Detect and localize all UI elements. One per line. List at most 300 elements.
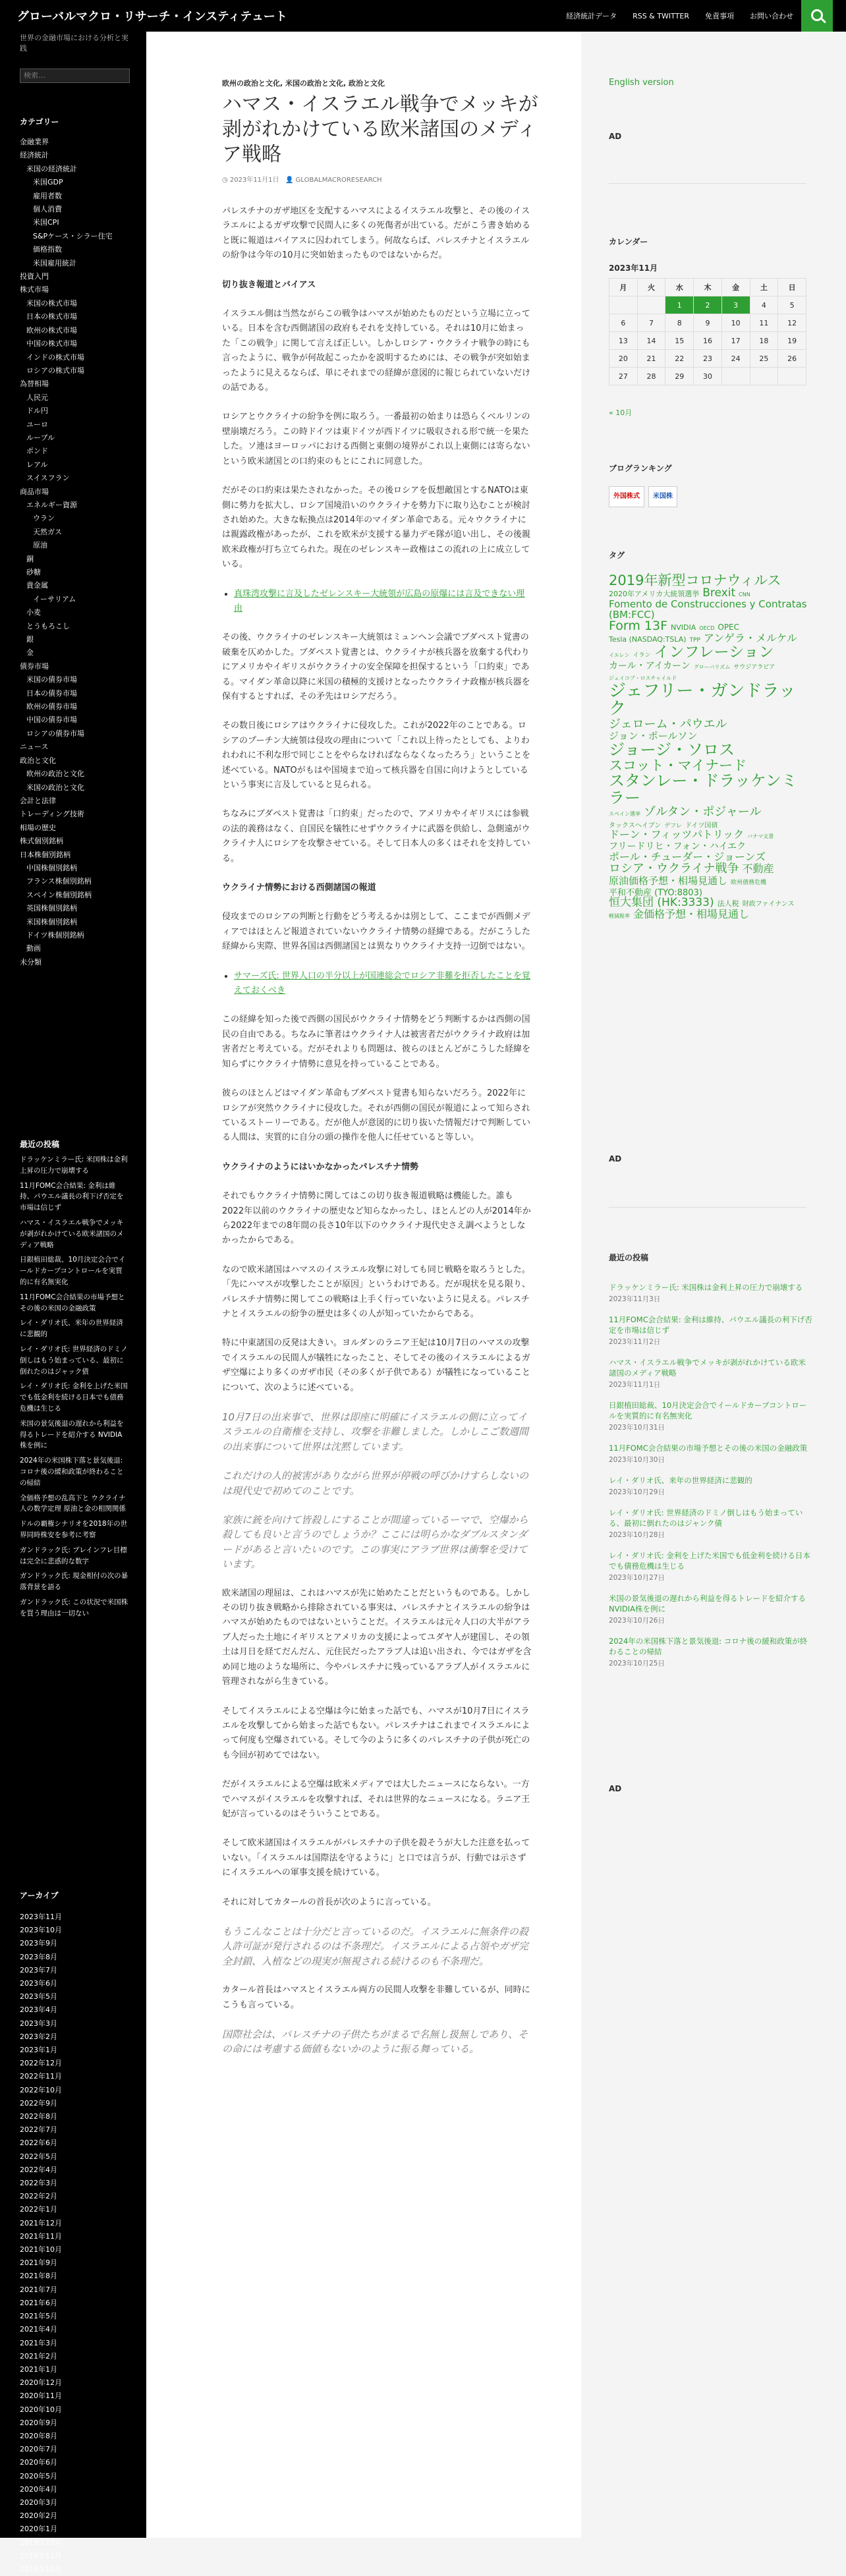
archive-month-link[interactable]: 2022年3月 <box>20 2179 57 2188</box>
archive-month-link[interactable]: 2022年2月 <box>20 2192 57 2201</box>
archive-month-link[interactable]: 2020年4月 <box>20 2484 57 2494</box>
nav-economic-data[interactable]: 経済統計データ <box>566 12 617 20</box>
sidebar-category-item[interactable]: 株式市場 <box>20 285 49 294</box>
sidebar-recent-post-link[interactable]: ガンドラック氏: この状況で米国株を買う理由は一切ない <box>20 1598 128 1617</box>
right-sidebar <box>581 32 846 2538</box>
post-paragraph: そしてイスラエルによる空爆は今に始まった話でも、ハマスが10月7日にイスラエルを攻撃してから始まった話でもない。パレスチナはこれまでイスラエルによって何度も空爆されている。そして今のように多くのパレスチナの子供が死亡のも今回が初めてではない。 <box>222 1706 530 1760</box>
sidebar-category-item[interactable]: 動画 <box>26 944 41 953</box>
sidebar-category-item[interactable]: 価格指数 <box>33 245 62 254</box>
sidebar-category-item[interactable]: 金融業界 <box>20 138 49 146</box>
archive-month-link[interactable]: 2022年8月 <box>20 2112 57 2121</box>
sidebar-category-item[interactable]: 米国の株式市場 <box>26 298 77 308</box>
calendar-empty-cell <box>750 368 778 385</box>
ad-label: AD <box>609 1154 622 1163</box>
post-paragraph: イスラエル側は当然ながらこの戦争はハマスが始めたものだという立場に立っている。日本を含む西側諸国の政府もそれを支持している。それは10月に始まった「この戦争」に関して言えば正しい。しかしロシア・ウクライナ戦争の時にも言ったように、戦争が何故起こったかを説明するためには、その戦争が突如始まったように見えるならば、単にそれまでの経緯が意図的に報じられていないだけの話である。 <box>222 309 531 393</box>
post-body <box>222 204 532 2071</box>
tag-link[interactable]: アンゲラ・メルケル <box>703 632 797 645</box>
sidebar-category-item[interactable]: 欧州の株式市場 <box>26 325 77 335</box>
sidebar-category-item[interactable]: 砂糖 <box>26 568 41 576</box>
top-nav <box>550 0 793 32</box>
top-bar <box>0 0 846 32</box>
search-toggle-button[interactable] <box>801 0 833 32</box>
sidebar-recent-post-link[interactable]: ガンドラック氏: 現金相付の次の暴落背景を語る <box>20 1572 128 1592</box>
sidebar-category-item[interactable]: 日本の債券市場 <box>26 688 77 698</box>
calendar-day: 8 <box>665 314 694 332</box>
tag-link[interactable]: タックスヘイブン <box>609 822 662 829</box>
archive-month-link[interactable]: 2021年3月 <box>20 2338 57 2347</box>
tag-link[interactable]: イエレン <box>609 652 630 659</box>
related-post-link-text[interactable]: 真珠湾攻撃に言及したゼレンスキー大統領が広島の原爆には言及できない理由 <box>234 588 525 613</box>
post-categories[interactable]: 欧州の政治と文化, 米国の政治と文化, 政治と文化 <box>222 79 385 88</box>
recent-post-link[interactable]: 11月FOMC会合結果: 金利は維持、パウエル議長の利下げ否定を市場は信じず <box>609 1315 812 1335</box>
recent-post-link[interactable]: レイ・ダリオ氏: 世界経済のドミノ倒しはもう始まっている、最初に倒れたのはジャンク債 <box>609 1508 803 1528</box>
sidebar-category-item[interactable]: ロシアの株式市場 <box>26 366 84 375</box>
clock-icon: ◷ <box>222 177 230 184</box>
archive-month-link[interactable]: 2020年8月 <box>20 2431 57 2440</box>
calendar-weekday: 土 <box>750 279 778 296</box>
recent-post-item <box>609 1475 813 1497</box>
archive-heading: アーカイブ <box>20 1891 59 1900</box>
archive-month-link[interactable]: 2023年1月 <box>20 2046 57 2055</box>
tag-link[interactable]: 恒大集団 (HK:3333) <box>609 896 714 910</box>
recent-post-item <box>609 1507 813 1540</box>
archive-month-link[interactable]: 2023年7月 <box>20 1965 57 1974</box>
archive-month-link[interactable]: 2022年1月 <box>20 2205 57 2214</box>
sidebar-category-item[interactable]: とうもろこし <box>26 621 70 630</box>
archive-month-link[interactable]: 2022年7月 <box>20 2125 57 2135</box>
sidebar-recent-post-link[interactable]: 日銀植田総裁、10月決定会合でイールドカーブコントロールを実質的に有名無実化 <box>20 1256 126 1286</box>
calendar-day[interactable]: 1 <box>665 296 694 314</box>
post-section-heading: ウクライナ情勢における西側諸国の報道 <box>222 883 376 893</box>
post-paragraph: パレスチナのガザ地区を支配するハマスによるイスラエル攻撃と、その後のイスラエルによるガザ攻撃で民間人に多くの死傷者が出ている。だがこう書き始めると既に報道はバイアスに囚われてしまう。何故ならば、パレスチナとイスラエルの紛争は今年の10月に突如始まったものではないからだ。 <box>222 206 531 261</box>
sidebar-category-item[interactable]: 日本株個別銘柄 <box>20 850 70 859</box>
sidebar-recent-post-link[interactable]: ハマス・イスラエル戦争でメッキが剥がれかけている欧米諸国のメディア戦略 <box>20 1218 124 1249</box>
sidebar-category-item[interactable]: 相場の歴史 <box>20 823 56 832</box>
tag-link[interactable]: スペイン選挙 <box>609 810 640 817</box>
sidebar-category-item[interactable]: 銅 <box>26 554 34 563</box>
recent-post-link[interactable]: レイ・ダリオ氏、来年の世界経済に悲観的 <box>609 1476 752 1485</box>
archive-month-link[interactable]: 2021年6月 <box>20 2298 57 2307</box>
recent-post-item <box>609 1400 813 1432</box>
sidebar-category-item[interactable]: 貴金属 <box>26 581 48 590</box>
recent-post-date: 2023年10月29日 <box>609 1488 665 1496</box>
sidebar-category-item[interactable]: 会計と法律 <box>20 796 56 805</box>
archive-month-link[interactable]: 2020年12月 <box>20 2378 62 2388</box>
english-version-link[interactable]: English version <box>609 78 674 88</box>
archive-month-link[interactable]: 2020年10月 <box>20 2405 62 2414</box>
calendar-day[interactable]: 2 <box>694 296 722 314</box>
sidebar-category-item[interactable]: 中国の債券市場 <box>26 715 77 725</box>
calendar-empty-cell <box>637 296 665 314</box>
sidebar-category-item[interactable]: 米国株個別銘柄 <box>26 917 77 926</box>
recent-post-date: 2023年10月27日 <box>609 1574 665 1582</box>
tag-link[interactable]: OPEC <box>718 623 740 632</box>
sidebar-category-item[interactable]: ユーロ <box>26 420 48 429</box>
post-paragraph: だがイスラエルによる空爆は欧米メディアでは大したニュースにならない。一方でハマスがイスラエルを攻撃すれば、それは世界的なニュースになる。ラニア王妃が言っているのはそういうことである。 <box>222 1779 530 1819</box>
tag-link[interactable]: 財政ファイナンス <box>742 901 795 909</box>
tag-link[interactable]: デフレ <box>664 822 682 829</box>
archive-month-link[interactable]: 2021年11月 <box>20 2231 62 2241</box>
tag-link[interactable]: 原油価格予想・相場見通し <box>609 874 728 887</box>
calendar-empty-cell <box>609 296 638 314</box>
tag-link[interactable]: インフレーション <box>654 644 774 661</box>
sidebar-recent-post-link[interactable]: ガンドラック氏: プレインフレ目標は完全に悲惑的な数字 <box>20 1546 127 1565</box>
sidebar-category-item[interactable]: レアル <box>26 460 48 469</box>
archive-month-link[interactable]: 2023年5月 <box>20 1992 57 2002</box>
tag-link[interactable]: ドーン・フィッツパトリック <box>609 828 745 841</box>
sidebar-category-item[interactable]: 銀 <box>26 635 34 644</box>
recent-post-item <box>609 1443 813 1465</box>
post-paragraph: ロシアとウクライナの紛争を例に取ろう。一番最初の始まりは恐らくベルリンの壁崩壊だろう。この時ドイツは東ドイツが西ドイツに吸収される形で統一を果たした。ソ連はヨーロッパにおける西側と東側の境界がこれ以上東側には寄らないという欧米諸国との口約束のもとにこれに同意した。 <box>222 412 530 466</box>
calendar-heading: カレンダー <box>609 237 648 246</box>
archive-month-link[interactable]: 2022年11月 <box>20 2072 62 2081</box>
sidebar-category-item[interactable]: イーサリアム <box>33 594 76 603</box>
sidebar-recent-post-link[interactable]: 2024年の米国株下落と景気後退: コロナ後の緩和政策が終わることの帰結 <box>20 1457 124 1487</box>
sidebar-category-item[interactable]: 米国の債券市場 <box>26 675 77 685</box>
sidebar-category-item[interactable]: 原油 <box>33 541 47 550</box>
categories-heading: カテゴリー <box>20 117 59 126</box>
post-paragraph: 彼らのほとんどはマイダン革命もブダペスト覚書も知らないだろう。2022年にロシアが突然ウクライナに侵攻した。それが西側の国民が報道によって知らされているストーリーである。だが他人が意図的に切り抜いた情報だけで判断している人間は、実質的に自分の頭の操作を他人に任せていると等しい。 <box>222 1088 531 1143</box>
calendar-day: 10 <box>721 314 750 332</box>
archive-month-link[interactable]: 2020年1月 <box>20 2525 57 2534</box>
post-paragraph: その数日後にロシアはウクライナに侵攻した。これが2022年のことである。ロシアのプーチン大統領は侵攻の理由について「これ以上待ったとしても、よりわれわれに不利な形で同じことをやらなければならなくなったろう」ということを述べている。NATOがもはや国境まで迫って核兵器を自国に向けようとしているという事実に言及していると見られる。 <box>222 721 531 790</box>
archive-month-link[interactable]: 2019年12月 <box>20 2538 62 2547</box>
sidebar-category-item[interactable]: 人民元 <box>26 393 48 402</box>
calendar-weekday: 木 <box>694 279 722 296</box>
sidebar-category-item[interactable]: 政治と文化 <box>20 756 56 765</box>
archive-month-link[interactable]: 2023年10月 <box>20 1926 62 1935</box>
archive-month-link[interactable]: 2020年2月 <box>20 2511 57 2521</box>
sidebar-category-item[interactable]: 商品市場 <box>20 487 49 496</box>
site-tagline: 世界の金融市場における分析と実践 <box>20 34 128 53</box>
sidebar-category-item[interactable]: ニュース <box>20 742 49 752</box>
tag-link[interactable]: Tesla (NASDAQ:TSLA) <box>609 635 687 644</box>
sidebar-category-item[interactable]: 為替相場 <box>20 379 49 389</box>
tag-link[interactable]: ロシア・ウクライナ戦争 <box>609 861 739 876</box>
archive-month-link[interactable]: 2021年8月 <box>20 2272 57 2281</box>
archive-month-link[interactable]: 2023年6月 <box>20 1979 57 1988</box>
tag-link[interactable]: フリードリヒ・フォン・ハイエク <box>609 841 747 853</box>
post-quote <box>222 1469 532 1498</box>
sidebar-category-item[interactable]: エネルギー資源 <box>26 500 77 509</box>
sidebar-category-item[interactable]: 雇用者数 <box>33 191 62 200</box>
sidebar-recent-post-link[interactable]: ドラッケンミラー氏: 米国株は金利上昇の圧力で崩壊する <box>20 1156 128 1175</box>
calendar-weekday: 火 <box>637 279 665 296</box>
recent-post-date: 2023年11月3日 <box>609 1295 661 1303</box>
tag-link[interactable]: サウジアラビア <box>733 664 776 671</box>
calendar-day: 7 <box>637 314 665 332</box>
tag-link[interactable]: 法人税 <box>717 899 739 909</box>
tag-link[interactable]: ポール・チューダー・ジョーンズ <box>609 851 766 864</box>
archive-month-link[interactable]: 2022年5月 <box>20 2152 57 2161</box>
sidebar-category-item[interactable]: 株式個別銘柄 <box>20 837 63 846</box>
tag-link[interactable]: ジョン・ポールソン <box>609 730 698 742</box>
recent-post-date: 2023年11月2日 <box>609 1338 661 1346</box>
archive-month-link[interactable]: 2020年5月 <box>20 2471 57 2480</box>
calendar-day: 5 <box>778 296 806 314</box>
calendar-empty-cell <box>721 368 750 385</box>
sidebar-category-item[interactable]: インドの株式市場 <box>26 352 84 362</box>
nav-disclaimer[interactable]: 免責事項 <box>705 12 734 20</box>
tag-link[interactable]: CNN <box>739 592 750 598</box>
archive-month-link[interactable]: 2022年10月 <box>20 2085 62 2094</box>
post-paragraph: 侵攻までのロシアの判断と行動をどう考えるかは別として、ここまでが西側メディアではほとんど報道されていないウクライナ情勢の経緯である。だがこうした経緯から実際、世界各国は西側諸国とは異なりウクライナ支持一辺倒ではない。 <box>222 912 531 952</box>
related-post-link[interactable] <box>234 587 532 617</box>
archive-month-link[interactable]: 2021年7月 <box>20 2285 57 2294</box>
recent-post-link[interactable]: 11月FOMC会合結果の市場予想とその後の米国の金融政策 <box>609 1443 808 1453</box>
archive-month-link[interactable]: 2021年5月 <box>20 2312 57 2321</box>
sidebar-category-item[interactable]: 米国雇用統計 <box>33 258 76 267</box>
tag-link[interactable]: 欧州債務危機 <box>731 879 767 886</box>
archive-month-link[interactable]: 2022年4月 <box>20 2165 57 2174</box>
calendar-weekday: 水 <box>665 279 694 296</box>
calendar-weekday: 月 <box>609 279 638 296</box>
calendar-empty-cell <box>778 368 806 385</box>
nav-contact[interactable]: お問い合わせ <box>750 12 793 20</box>
recent-post-item <box>609 1314 813 1347</box>
post-quote-text: 10月7日の出来事で、世界は即座に明確にイスラエルの側に立ってイスラエルの自衛権を支持し、攻撃を非難しました。しかしこご数週間の出来事について世界は沈黙しています。 <box>222 1411 529 1453</box>
sidebar-category-item[interactable]: 日本の株式市場 <box>26 312 77 322</box>
recent-post-link[interactable]: ハマス・イスラエル戦争でメッキが剥がれかけている欧米諸国のメディア戦略 <box>609 1358 806 1378</box>
tag-link[interactable]: グローバリズム <box>693 664 731 671</box>
sidebar-recent-post-link[interactable]: レイ・ダリオ氏、米年の世界経済に悲観的 <box>20 1319 123 1339</box>
sidebar-recent-post-link[interactable]: 米国の景気後退の遅れから利益を得るトレードを紹介する NVIDIA株を例に <box>20 1419 124 1450</box>
tag-link[interactable]: カール・アイカーン <box>609 661 691 672</box>
tag-link[interactable]: Brexit <box>702 586 736 600</box>
recent-posts-heading: 最近の投稿 <box>20 1140 60 1149</box>
tag-link[interactable]: イラン <box>633 652 651 659</box>
archive-month-link[interactable]: 2021年4月 <box>20 2325 57 2334</box>
sidebar-recent-post-link[interactable]: レイ・ダリオ氏: 金利を上げた米国でも低金利を続ける日本でも債務危機は生じる <box>20 1382 128 1413</box>
recent-post-link[interactable]: レイ・ダリオ氏: 金利を上げた米国でも低金利を続ける日本でも債務危機は生じる <box>609 1551 810 1571</box>
user-icon: 👤 <box>285 177 296 184</box>
sidebar-recent-post-link[interactable]: ドルの覇権シナリオを2018年の世界同時株安を参考に考察 <box>20 1520 128 1539</box>
archive-month-link[interactable]: 2023年4月 <box>20 2005 57 2015</box>
sidebar-category-item[interactable]: ドイツ株個別銘柄 <box>26 930 84 939</box>
ad-label: AD <box>609 1784 622 1793</box>
category-list <box>20 136 138 969</box>
calendar-day: 21 <box>637 350 665 368</box>
calendar-day: 30 <box>694 368 722 385</box>
sidebar-category-item[interactable]: 米国CPI <box>33 218 59 227</box>
archive-month-link[interactable]: 2019年10月 <box>20 2564 62 2573</box>
post-paragraph: この経緯を知った後で西側の国民がウクライナ情勢をどう判断するかは西側の国民の自由である。ちなみに筆者はウクライナ人は被害者だがウクライナ政府は加害者だと考えている。だがそれよりも問題は、彼らのほとんどがこうした経緯を知らずにウクライナ情勢に意見を持っていることである。 <box>222 1015 531 1069</box>
post-quote <box>222 1924 532 1969</box>
sidebar-category-item[interactable]: 中国の株式市場 <box>26 339 77 349</box>
post-quote <box>222 1410 532 1454</box>
tag-link[interactable]: ジェイコブ・ロスチャイルド <box>609 675 677 682</box>
post-quote <box>222 2027 532 2057</box>
tag-link[interactable]: 軽減税率 <box>609 913 630 920</box>
archive-month-link[interactable]: 2021年1月 <box>20 2365 57 2374</box>
sidebar-category-item[interactable]: ポンド <box>26 447 48 456</box>
sidebar-category-item[interactable]: ルーブル <box>26 433 55 442</box>
tag-link[interactable]: バナマ文書 <box>747 833 774 840</box>
related-post-list <box>222 587 532 617</box>
sidebar-category-item[interactable]: 個人消費 <box>33 205 62 214</box>
site-title[interactable]: グローバルマクロ・リサーチ・インスティテュート <box>17 10 287 24</box>
tag-link[interactable]: 2019年新型コロナウィルス <box>609 573 781 588</box>
post-paragraph: なので欧米諸国はハマスのイスラエル攻撃に対しても同じ戦略を取ろうとした。「先にハマスが攻撃したことが原因」というわけである。だが現状を見る限り、パレスチナ情勢に関してこの戦略は上手く行っていないように見える。パレスチナとイスラエルの紛争の歴史は多くの人が知っていたからである。 <box>222 1264 531 1319</box>
main-content <box>146 32 581 2538</box>
archive-month-link[interactable]: 2023年9月 <box>20 1939 57 1948</box>
tag-link[interactable]: ジェフリー・ガンドラック <box>609 681 796 719</box>
archive-month-link[interactable]: 2021年2月 <box>20 2351 57 2361</box>
related-post-link-text[interactable]: サマーズ氏: 世界人口の半分以上が国連総会でロシア非難を拒否したことを覚えておくべき <box>234 970 530 996</box>
sidebar-category-item[interactable]: ロシアの債券市場 <box>26 729 84 738</box>
calendar-day: 12 <box>778 314 806 332</box>
archive-month-link[interactable]: 2021年9月 <box>20 2258 57 2268</box>
tag-cloud <box>609 573 813 920</box>
tag-link[interactable]: NVIDIA <box>671 623 696 632</box>
archive-month-link[interactable]: 2021年10月 <box>20 2245 62 2254</box>
calendar-weekday: 日 <box>778 279 806 296</box>
calendar-day: 13 <box>609 332 638 350</box>
post-paragraph: 欧米諸国の理屈は、これはハマスが先に始めたことだというものである。しかしその切り抜き戦略から排除されている事実は、パレスチナとイスラエルの紛争はハマスが始めたものではないということだ。イスラエルは元々人口の大半がアラブ人だった土地にイギリスとアメリカの支援によってユダヤ人が建国し、その領土は月日を経てだんだん、元住民だったアラブ人は追い出され、今ではガザを含め同じ地のような場所に、今やパレスチナに残っているアラブ人がイスラエルに管理されながら生きている。 <box>222 1588 532 1687</box>
calendar-day: 26 <box>778 350 806 368</box>
calendar-day: 20 <box>609 350 638 368</box>
sidebar-recent-post-link[interactable]: 全価格予想の乱高下と ウクライナ人の数学定理 原油と金の相関関係 <box>20 1494 126 1513</box>
tag-link[interactable]: ジョージ・ソロス <box>609 741 735 760</box>
recent-post-date: 2023年10月28日 <box>609 1531 665 1539</box>
blog-ranking-heading: ブログランキング <box>609 464 672 473</box>
post-paragraph: だがその口約束は果たされなかった。その後ロシアを仮想敵国とするNATOは東側に勢力を拡大し、ロシア国境沿いのウクライナを勢力下に取り込むことが検討され始めた。大きな転換点は2014年のマイダン革命である。元々ウクライナには親露政権があったが、これを欧米が支援する暴力デモ隊が追い出し、その後親欧米政権が打ち立てられた。現在のゼレンスキー政権はこの流れの上に成立している。 <box>222 486 530 570</box>
calendar-day: 19 <box>778 332 806 350</box>
sidebar-category-item[interactable]: 債券市場 <box>20 661 49 671</box>
archive-month-link[interactable]: 2020年9月 <box>20 2418 57 2427</box>
sidebar-recent-post-link[interactable]: 11月FOMC会合結果: 金利は維持、パウエル議長の利下げ否定を市場は信じず <box>20 1181 124 1212</box>
tag-link[interactable]: 平和不動産 (TYO:8803) <box>609 887 702 898</box>
archive-month-link[interactable]: 2020年6月 <box>20 2458 57 2467</box>
archive-month-link[interactable]: 2019年11月 <box>20 2551 62 2560</box>
archive-month-link[interactable]: 2023年2月 <box>20 2032 57 2041</box>
tag-link[interactable]: 不動産 <box>742 862 774 875</box>
search-input[interactable]: 検索… <box>20 69 130 83</box>
ranking-banner-foreign-stocks[interactable]: 外国株式 <box>609 486 644 507</box>
calendar-day: 17 <box>721 332 750 350</box>
tag-link[interactable]: OECD <box>699 625 715 632</box>
sidebar-category-item[interactable]: 小麦 <box>26 608 41 617</box>
nav-rss-twitter[interactable]: RSS & TWITTER <box>633 11 689 20</box>
sidebar-category-item[interactable]: S&Pケース・シラー住宅 <box>33 231 113 240</box>
sidebar-category-item[interactable]: スイスフラン <box>26 474 70 483</box>
sidebar-category-item[interactable]: 英国株個別銘柄 <box>26 904 77 913</box>
archive-list <box>20 1911 125 2576</box>
tag-link[interactable]: Fomento de Construcciones y Contratas (BM:FCC) <box>609 598 807 621</box>
sidebar <box>0 32 146 2573</box>
calendar-day[interactable]: 3 <box>721 296 750 314</box>
post-section-heading: ウクライナのようにはいかなかったパレスチナ情勢 <box>222 1162 418 1172</box>
recent-post-link[interactable]: ドラッケンミラー氏: 米国株は金利上昇の圧力で崩壊する <box>609 1283 803 1292</box>
post-paragraph: 特に中東諸国の反発は大きい。ヨルダンのラニア王妃は10月7日のハマスの攻撃でイスラエルの民間人が犠牲になったこと、そしてその後のイスラエルによるガザ空爆により多くのガザ市民（その多くが子供である）が犠牲になっていることについて、次のように述べている。 <box>222 1338 531 1393</box>
tag-link[interactable]: スコット・マイナード <box>609 758 747 774</box>
sidebar-category-item[interactable]: スペイン株個別銘柄 <box>26 890 92 899</box>
tag-link[interactable]: TPP <box>689 637 700 644</box>
post-title: ハマス・イスラエル戦争でメッキが剥がれかけている欧米諸国のメディア戦略 <box>222 93 538 166</box>
recent-post-link[interactable]: 2024年の米国株下落と景気後退: コロナ後の緩和政策が終わることの帰結 <box>609 1637 808 1656</box>
tag-link[interactable]: ドイツ国債 <box>685 822 718 829</box>
archive-month-link[interactable]: 2020年3月 <box>20 2498 57 2507</box>
related-post-link[interactable] <box>234 969 532 999</box>
sidebar-category-item[interactable]: 経済統計 <box>20 151 49 160</box>
calendar-day: 29 <box>665 368 694 385</box>
calendar-caption: 2023年11月 <box>609 264 658 273</box>
archive-month-link[interactable]: 2022年6月 <box>20 2139 57 2148</box>
recent-post-item <box>609 1282 813 1304</box>
tag-link[interactable]: 2020年アメリカ大統領選挙 <box>609 590 700 599</box>
recent-post-date: 2023年11月1日 <box>609 1381 661 1389</box>
sidebar-category-item[interactable]: ドル円 <box>26 406 48 416</box>
archive-month-link[interactable]: 2022年12月 <box>20 2059 62 2068</box>
calendar-prev-month-link[interactable]: « 10月 <box>609 408 633 417</box>
calendar-day: 27 <box>609 368 638 385</box>
sidebar-category-item[interactable]: 欧州の債券市場 <box>26 702 77 712</box>
archive-month-link[interactable]: 2023年11月 <box>20 1913 62 1921</box>
ranking-banner-us-stocks[interactable]: 米国株 <box>648 486 677 507</box>
tag-link[interactable]: スタンレー・ドラッケンミラー <box>609 771 797 807</box>
sidebar-category-item[interactable]: 米国の経済統計 <box>26 164 77 173</box>
post-date[interactable]: 2023年11月1日 <box>229 177 279 184</box>
recent-post-link[interactable]: 米国の景気後退の遅れから利益を得るトレードを紹介する NVIDIA株を例に <box>609 1594 806 1613</box>
sidebar-recent-post-link[interactable]: レイ・ダリオ氏: 世界経済のドミノ倒しはもう始まっている、最初に倒れたのはジャック債 <box>20 1345 128 1376</box>
sidebar-category-item[interactable]: 欧州の政治と文化 <box>26 770 84 779</box>
post-paragraph: それでもウクライナ情勢に関してはこの切り抜き報道戦略は機能した。誰も2022年以前のウクライナの歴史など知らなかったし、ほとんどの人が2014年から2022年までの8年間の長さ10年以下のウクライナ現代史さえ調べようとしなかったからである。 <box>222 1191 531 1246</box>
calendar-table <box>609 278 806 385</box>
ranking-banners <box>609 486 681 507</box>
tag-link[interactable]: ジェローム・パウエル <box>609 717 727 731</box>
recent-post-link[interactable]: 日銀植田総裁、10月決定会合でイールドカーブコントロールを実質的に有名無実化 <box>609 1401 807 1420</box>
tag-link[interactable]: Form 13F <box>609 619 668 634</box>
post-author[interactable]: GLOBALMACRORESEARCH <box>295 177 382 184</box>
archive-month-link[interactable]: 2023年3月 <box>20 2019 57 2028</box>
ad-label: AD <box>609 132 622 141</box>
post-section-heading: 切り抜き報道とバイアス <box>222 279 316 290</box>
recent-posts-list <box>609 1282 813 1679</box>
post-quote-text: 国際社会は、パレスチナの子供たちがまるで名無し扱無しであり、その命には考慮する価値もないかのように振る舞っている。 <box>222 2029 528 2056</box>
sidebar-category-item[interactable]: 米国GDP <box>33 178 63 187</box>
recent-post-item <box>609 1550 813 1582</box>
post-paragraph: それに対してカタールの首長が次のように言っている。 <box>222 1897 436 1907</box>
sidebar-category-item[interactable]: フランス株個別銘柄 <box>26 877 92 886</box>
sidebar-category-item[interactable]: トレーディング技術 <box>20 810 84 819</box>
recent-post-item <box>609 1593 813 1625</box>
recent-post-date: 2023年10月31日 <box>609 1424 665 1432</box>
sidebar-category-item[interactable]: 未分類 <box>20 957 42 966</box>
sidebar-category-item[interactable]: 中国株個別銘柄 <box>26 863 77 872</box>
archive-month-link[interactable]: 2021年12月 <box>20 2218 62 2227</box>
recent-post-item <box>609 1357 813 1389</box>
post-paragraph: カタール首長はハマスとイスラエル両方の民間人攻撃を非難しているが、同時にこうも言っている。 <box>222 1985 530 2010</box>
calendar-day: 6 <box>609 314 638 332</box>
archive-month-link[interactable]: 2020年11月 <box>20 2392 62 2401</box>
sidebar-category-item[interactable]: ウラン <box>33 514 55 523</box>
sidebar-category-item[interactable]: 天然ガス <box>33 527 62 536</box>
archive-month-link[interactable]: 2022年9月 <box>20 2098 57 2108</box>
archive-month-link[interactable]: 2020年7月 <box>20 2445 57 2454</box>
tag-link[interactable]: 金価格予想・相場見通し <box>633 908 750 921</box>
archive-month-link[interactable]: 2023年8月 <box>20 1952 57 1961</box>
calendar-day: 9 <box>694 314 722 332</box>
sidebar-category-item[interactable]: 投資入門 <box>20 272 49 281</box>
tag-link[interactable]: ゾルタン・ポジャール <box>644 804 762 819</box>
sidebar-recent-post-link[interactable]: 11月FOMC会合結果の市場予想とその後の米国の金融政策 <box>20 1293 125 1312</box>
calendar-day: 11 <box>750 314 778 332</box>
calendar-day: 28 <box>637 368 665 385</box>
calendar-day: 24 <box>721 350 750 368</box>
sidebar-category-item[interactable]: 金 <box>26 648 34 658</box>
sidebar-category-item[interactable]: 米国の政治と文化 <box>26 783 84 792</box>
calendar-day: 22 <box>665 350 694 368</box>
